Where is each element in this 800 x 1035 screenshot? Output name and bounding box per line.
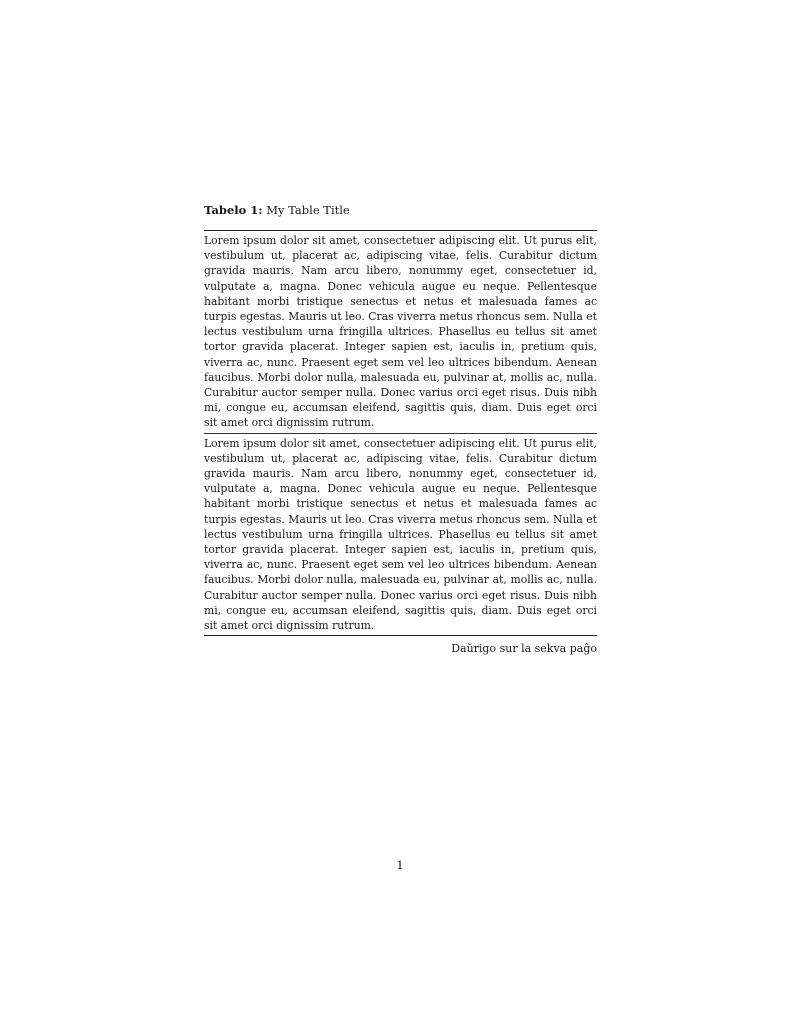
table-block xyxy=(204,203,597,656)
table-caption-title: My Table Title xyxy=(266,203,350,217)
table-row-1-cell: Lorem ipsum dolor sit amet, consectetuer adipiscing elit. Ut purus elit, vestibulum ut, placerat ac, adipiscing vitae, felis. Curabitur dictum gravida mauris. Nam arcu libero, nonummy eget, consectetuer id, vulputate a, magna. Donec vehicula augue eu neque. Pellentesque habitant morbi tristique senectus et netus et malesuada fames ac turpis egestas. Mauris ut leo. Cras viverra metus rhoncus sem. Nulla et lectus vestibulum urna fringilla ultrices. Phasellus eu tellus sit amet tortor gravida placerat. Integer sapien est, iaculis in, pretium quis, viverra ac, nunc. Praesent eget sem vel leo ultrices bibendum. Aenean faucibus. Morbi dolor nulla, malesuada eu, pulvinar at, mollis ac, nulla. Curabitur auctor semper nulla. Donec varius orci eget risus. Duis nibh mi, congue eu, accumsan eleifend, sagittis quis, diam. Duis eget orci sit amet orci dignissim rutrum. xyxy=(204,234,597,430)
page-number: 1 xyxy=(396,858,404,872)
table-caption xyxy=(204,203,597,218)
table-caption-label: Tabelo 1: xyxy=(204,203,263,217)
table-row-2-cell: Lorem ipsum dolor sit amet, consectetuer adipiscing elit. Ut purus elit, vestibulum ut, placerat ac, adipiscing vitae, felis. Curabitur dictum gravida mauris. Nam arcu libero, nonummy eget, consectetuer id, vulputate a, magna. Donec vehicula augue eu neque. Pellentesque habitant morbi tristique senectus et netus et malesuada fames ac turpis egestas. Mauris ut leo. Cras viverra metus rhoncus sem. Nulla et lectus vestibulum urna fringilla ultrices. Phasellus eu tellus sit amet tortor gravida placerat. Integer sapien est, iaculis in, pretium quis, viverra ac, nunc. Praesent eget sem vel leo ultrices bibendum. Aenean faucibus. Morbi dolor nulla, malesuada eu, pulvinar at, mollis ac, nulla. Curabitur auctor semper nulla. Donec varius orci eget risus. Duis nibh mi, congue eu, accumsan eleifend, sagittis quis, diam. Duis eget orci sit amet orci dignissim rutrum. xyxy=(204,436,597,633)
table-bottom-rule xyxy=(204,635,597,636)
continued-note: Daŭrigo sur la sekva paĝo xyxy=(451,642,597,656)
